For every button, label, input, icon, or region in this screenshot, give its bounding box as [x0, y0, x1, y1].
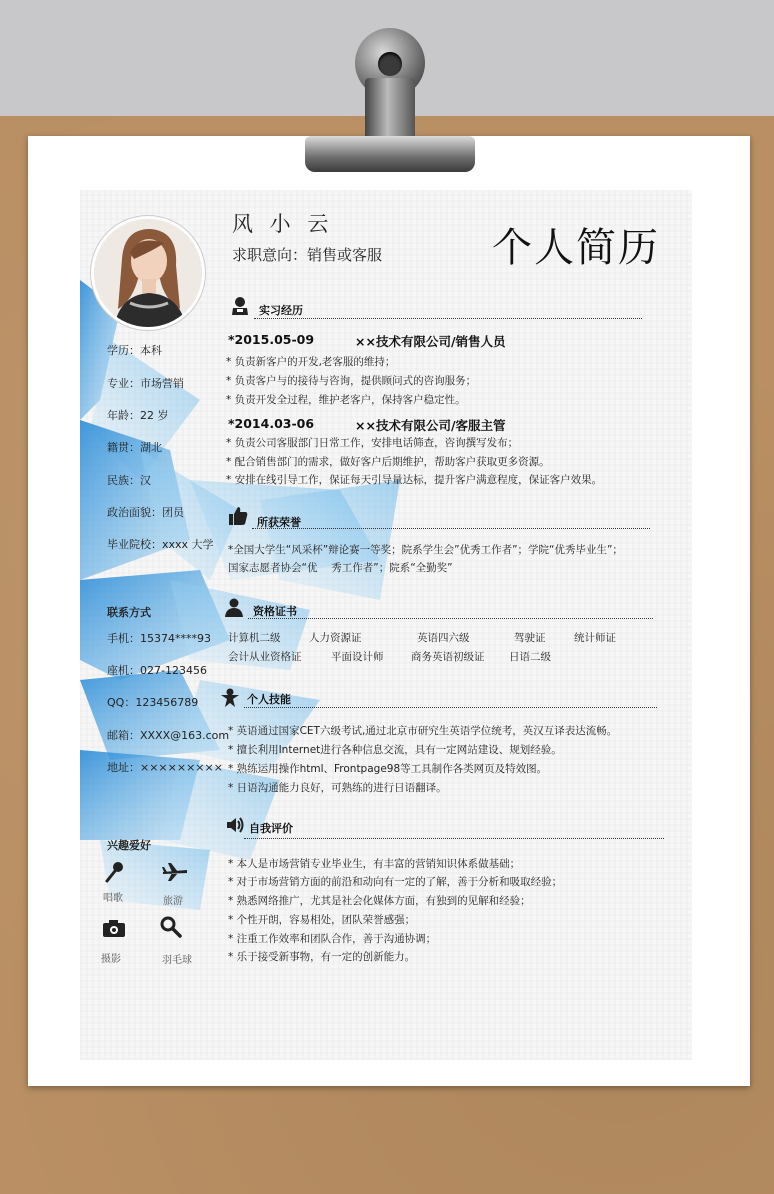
certificate-item: 统计师证 [574, 632, 616, 644]
avatar-portrait [94, 219, 202, 327]
contact-title: 联系方式 [107, 606, 151, 619]
binder-clip [305, 28, 475, 178]
job-date: *2014.03-06 [228, 416, 315, 431]
magnifier-icon [160, 916, 182, 938]
person-icon [224, 598, 244, 618]
candidate-name: 风 小 云 [232, 212, 334, 236]
hobby-label-singing: 唱歌 [103, 893, 123, 904]
avatar [91, 216, 205, 330]
info-education: 学历：本科 [107, 344, 162, 357]
section-divider [244, 838, 664, 839]
contact-email: 邮箱：XXXX@163.com [107, 729, 230, 742]
certificate-item: 英语四六级 [417, 632, 470, 644]
contact-phone: 手机：15374****93 [107, 632, 211, 645]
section-title-skills: 个人技能 [247, 693, 291, 706]
info-ethnicity: 民族：汉 [107, 474, 151, 487]
info-age: 年龄：22 岁 [107, 409, 169, 422]
certificate-item: 会计从业资格证 [228, 651, 302, 663]
contact-address: 地址：××××××××× [107, 761, 223, 774]
certificate-item: 计算机二级 [228, 632, 281, 644]
skill-line: * 熟练运用操作html、Frontpage98等工具制作各类网页及特效图。 [228, 763, 548, 775]
skills-person-icon [220, 688, 240, 708]
section-divider [248, 618, 653, 619]
section-divider [254, 318, 642, 319]
hobby-label-photography: 摄影 [101, 954, 121, 965]
info-political: 政治面貌：团员 [107, 506, 184, 519]
skill-line: * 英语通过国家CET六级考试,通过北京市研究生英语学位统考，英汉互译表达流畅。 [228, 725, 618, 737]
skill-line: * 擅长利用Internet进行各种信息交流，具有一定网站建设、规划经验。 [228, 744, 562, 756]
job-intent: 求职意向：销售或客服 [232, 246, 383, 264]
section-title-internship: 实习经历 [259, 304, 303, 317]
section-divider [244, 707, 657, 708]
clip-hole [378, 52, 402, 76]
certificate-item: 日语二级 [509, 651, 551, 663]
user-card-icon [230, 296, 250, 316]
camera-icon [102, 918, 126, 938]
self-eval-line: * 熟悉网络推广，尤其是社会化媒体方面，有独到的见解和经验； [228, 895, 531, 907]
info-school: 毕业院校：xxxx 大学 [107, 538, 214, 551]
thumbs-up-icon [228, 506, 248, 526]
contact-qq: QQ：123456789 [107, 696, 199, 709]
job-bullet: * 负责新客户的开发,老客服的维持； [226, 356, 396, 368]
job-bullet: * 负责开发全过程，维护老客户，保持客户稳定性。 [226, 394, 466, 406]
info-hometown: 籍贯：湖北 [107, 441, 162, 454]
info-major: 专业：市场营销 [107, 377, 184, 390]
section-title-awards: 所获荣誉 [257, 516, 301, 529]
job-date: *2015.05-09 [228, 332, 315, 347]
microphone-icon [104, 860, 126, 884]
section-title-self-evaluation: 自我评价 [249, 822, 293, 835]
section-divider [252, 528, 650, 529]
contact-landline: 座机：027-123456 [107, 664, 207, 677]
job-bullet: * 负责公司客服部门日常工作，安排电话筛查，咨询撰写发布； [226, 437, 519, 449]
job-company: ××技术有限公司/销售人员 [355, 334, 506, 349]
hobby-label-badminton: 羽毛球 [162, 955, 192, 966]
self-eval-line: * 注重工作效率和团队合作，善于沟通协调； [228, 933, 437, 945]
award-line: 国家志愿者协会“优 秀工作者”；院系“全勤奖” [228, 562, 453, 574]
job-company: ××技术有限公司/客服主管 [355, 418, 506, 433]
clip-base [305, 136, 475, 172]
certificate-item: 平面设计师 [331, 651, 384, 663]
job-bullet: * 安排在线引导工作，保证每天引导量达标，提升客户满意程度，保证客户效果。 [226, 474, 603, 486]
skill-line: * 日语沟通能力良好，可熟练的进行日语翻译。 [228, 782, 447, 794]
certificate-item: 人力资源证 [309, 632, 362, 644]
self-eval-line: * 本人是市场营销专业毕业生，有丰富的营销知识体系做基础； [228, 858, 521, 870]
self-eval-line: * 乐于接受新事物，有一定的创新能力。 [228, 951, 416, 963]
job-bullet: * 配合销售部门的需求，做好客户后期维护，帮助客户获取更多资源。 [226, 456, 550, 468]
self-eval-line: * 对于市场营销方面的前沿和动向有一定的了解，善于分析和吸取经验； [228, 876, 563, 888]
hobby-label-travel: 旅游 [163, 896, 183, 907]
job-bullet: * 负责客户与的接待与咨询，提供顾问式的咨询服务； [226, 375, 477, 387]
certificate-item: 商务英语初级证 [411, 651, 485, 663]
resume-title: 个人简历 [492, 225, 660, 271]
certificate-item: 驾驶证 [514, 632, 546, 644]
self-eval-line: * 个性开朗，容易相处，团队荣誉感强； [228, 914, 416, 926]
speaker-icon [225, 815, 245, 835]
hobbies-title: 兴趣爱好 [107, 839, 151, 852]
airplane-icon [161, 862, 189, 882]
section-title-certificates: 资格证书 [253, 605, 297, 618]
award-line: *全国大学生“风采杯”辩论赛一等奖；院系学生会”优秀工作者”；学院“优秀毕业生”； [228, 544, 623, 556]
